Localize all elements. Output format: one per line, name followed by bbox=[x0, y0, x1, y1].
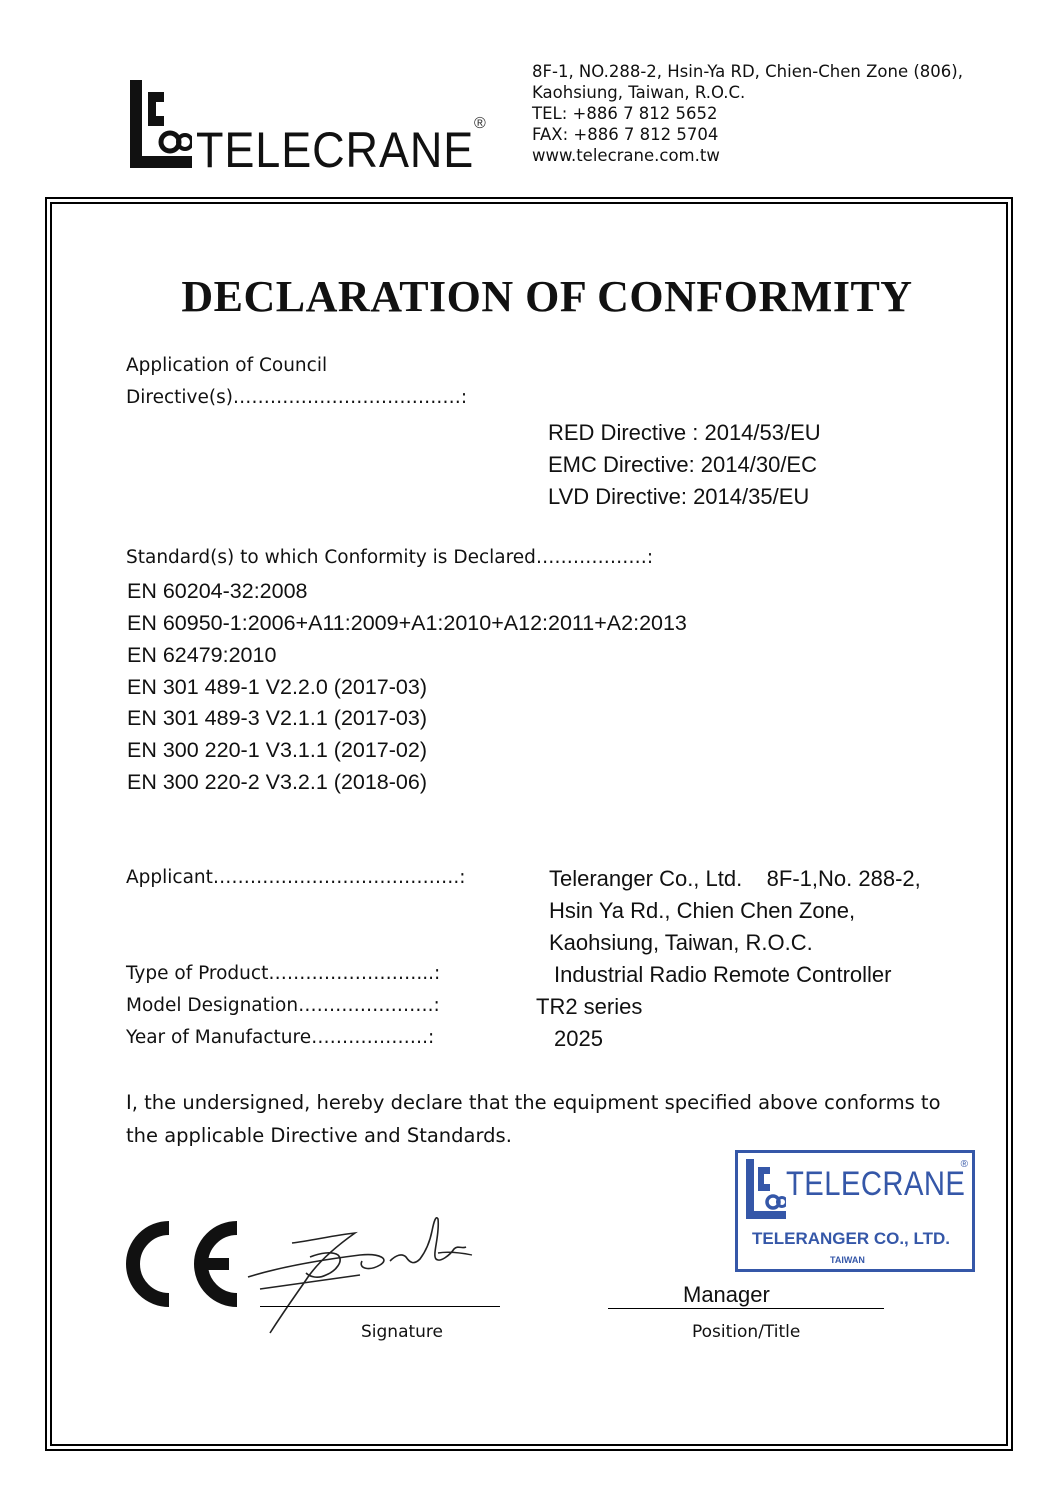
position-value: Manager bbox=[683, 1282, 770, 1307]
standard-item: EN 62479:2010 bbox=[127, 643, 277, 667]
website-link[interactable]: www.telecrane.com.tw bbox=[532, 146, 720, 165]
logo-wordmark: TELECRANE bbox=[196, 122, 475, 178]
year-value: 2025 bbox=[554, 1026, 603, 1051]
standard-item: EN 301 489-3 V2.1.1 (2017-03) bbox=[127, 706, 428, 730]
model-label: Model Designation………………….: bbox=[126, 995, 440, 1016]
applicant-line-2: Hsin Ya Rd., Chien Chen Zone, bbox=[549, 898, 856, 923]
declaration-line-2: the applicable Directive and Standards. bbox=[126, 1124, 512, 1147]
stamp-wordmark: TELECRANE bbox=[786, 1165, 966, 1203]
signature-line bbox=[260, 1306, 500, 1307]
address-line-1: 8F-1, NO.288-2, Hsin-Ya RD, Chien-Chen Zone (806), bbox=[532, 62, 963, 81]
applicant-line-3: Kaohsiung, Taiwan, R.O.C. bbox=[549, 930, 813, 955]
year-label: Year of Manufacture……………….: bbox=[126, 1027, 435, 1048]
standard-item: EN 60204-32:2008 bbox=[127, 579, 308, 603]
directive-lvd: LVD Directive: 2014/35/EU bbox=[548, 484, 810, 509]
applicant-label: Applicant………………………………….: bbox=[126, 867, 466, 888]
telecrane-logo-icon bbox=[130, 80, 192, 168]
standard-item: EN 301 489-1 V2.2.0 (2017-03) bbox=[127, 675, 428, 699]
product-type-value: Industrial Radio Remote Controller bbox=[554, 962, 892, 987]
company-stamp bbox=[735, 1150, 975, 1272]
position-caption: Position/Title bbox=[692, 1322, 801, 1342]
model-value: TR2 series bbox=[536, 994, 643, 1019]
product-type-label: Type of Product……………………...: bbox=[126, 963, 441, 984]
position-line bbox=[608, 1308, 884, 1309]
stamp-registered-mark: ® bbox=[960, 1159, 968, 1170]
stamp-logo-icon bbox=[746, 1159, 786, 1219]
directive-red: RED Directive : 2014/53/EU bbox=[548, 420, 821, 445]
phone-line: TEL: +886 7 812 5652 bbox=[532, 104, 718, 123]
standards-label: Standard(s) to which Conformity is Declared………………: bbox=[126, 547, 654, 568]
address-line-2: Kaohsiung, Taiwan, R.O.C. bbox=[532, 83, 746, 102]
fax-line: FAX: +886 7 812 5704 bbox=[532, 125, 719, 144]
applicant-line-1: Teleranger Co., Ltd. 8F-1,No. 288-2, bbox=[549, 866, 921, 891]
signature-caption: Signature bbox=[361, 1322, 444, 1342]
standard-item: EN 300 220-1 V3.1.1 (2017-02) bbox=[127, 738, 428, 762]
directive-emc: EMC Directive: 2014/30/EC bbox=[548, 452, 817, 477]
stamp-country: TAIWAN bbox=[830, 1255, 865, 1265]
directives-label-line-2: Directive(s)…………………………….…: bbox=[126, 387, 468, 408]
declaration-line-1: I, the undersigned, hereby declare that the equipment specified above conforms to bbox=[126, 1091, 941, 1114]
standard-item: EN 300 220-2 V3.2.1 (2018-06) bbox=[127, 770, 428, 794]
page-title: DECLARATION OF CONFORMITY bbox=[181, 272, 913, 321]
ce-mark-icon bbox=[113, 1218, 241, 1310]
standard-item: EN 60950-1:2006+A11:2009+A1:2010+A12:2011+A2:2013 bbox=[127, 611, 687, 635]
stamp-company: TELERANGER CO., LTD. bbox=[752, 1229, 951, 1248]
directives-label-line-1: Application of Council bbox=[126, 355, 328, 376]
registered-mark: ® bbox=[474, 115, 486, 132]
